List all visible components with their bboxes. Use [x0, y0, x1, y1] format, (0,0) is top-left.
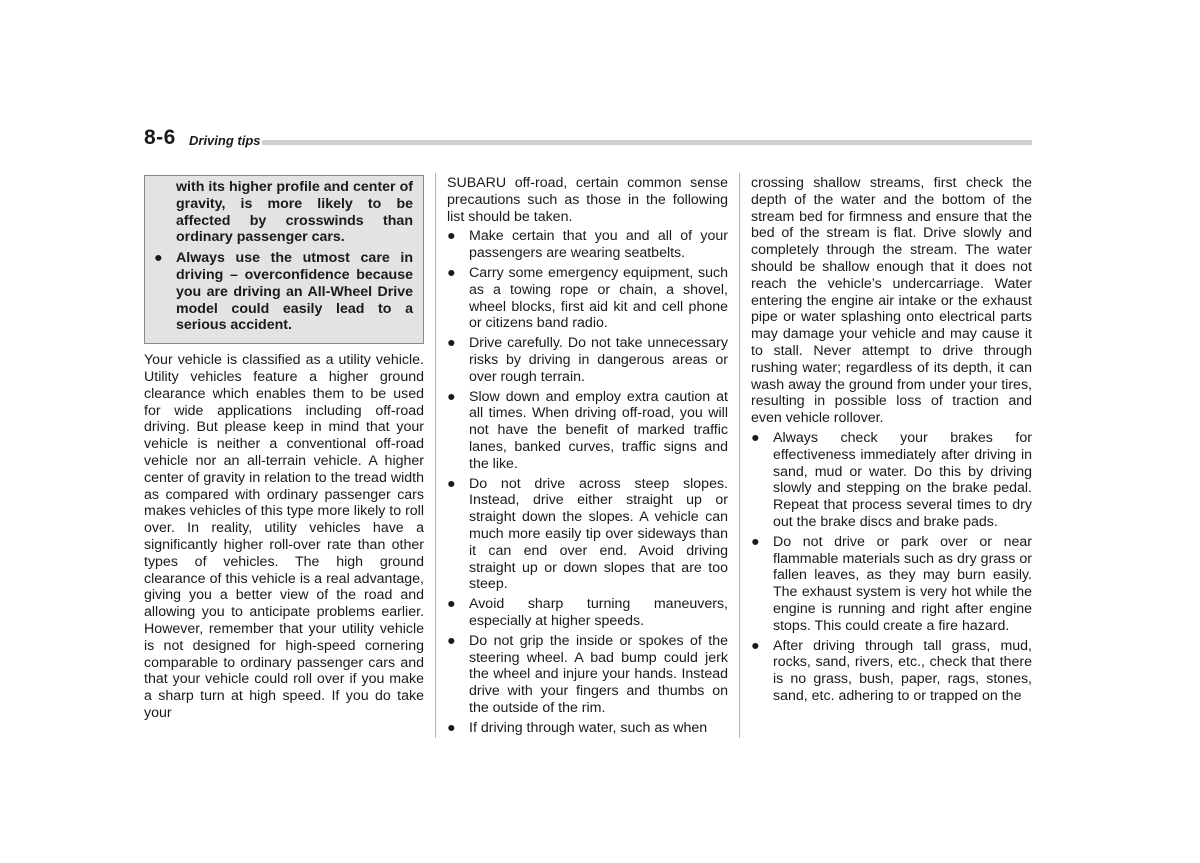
- list-item: [751, 534, 1032, 635]
- bullet-icon: ●: [447, 719, 456, 736]
- column-3: [751, 175, 1032, 708]
- column-2: [447, 175, 728, 740]
- list-item-text: Avoid sharp turning maneuvers, especially at higher speeds.: [469, 596, 728, 629]
- warning-bullet-text: Always use the utmost care in driving – overconfidence because you are driving an All-Wheel Drive model could easily lead to a serious accident.: [176, 250, 413, 334]
- list-item: [447, 720, 728, 737]
- header-rule: [262, 140, 1032, 145]
- list-item-text: Drive carefully. Do not take unnecessary risks by driving in dangerous areas or over rough terrain.: [469, 335, 728, 385]
- bullet-icon: ●: [154, 250, 163, 267]
- bullet-icon: ●: [447, 335, 456, 352]
- bullet-icon: ●: [447, 596, 456, 613]
- list-item: [447, 265, 728, 332]
- list-item-text: Slow down and employ extra caution at all times. When driving off-road, you will not have the benefit of marked traffic lanes, banked curves, traffic signs and the like.: [469, 388, 728, 472]
- bullet-icon: ●: [447, 264, 456, 281]
- list-item: [447, 633, 728, 717]
- list-item: [751, 430, 1032, 531]
- list-item: [447, 389, 728, 473]
- list-item-text: After driving through tall grass, mud, rocks, sand, rivers, etc., check that there is no grass, bush, paper, rags, stones, sand, etc. adhering to or trapped on the: [773, 637, 1032, 704]
- bullet-icon: ●: [447, 228, 456, 245]
- list-item-text: Carry some emergency equipment, such as a towing rope or chain, a shovel, wheel blocks, first aid kit and cell phone or citizens band radio.: [469, 264, 728, 332]
- list-item-text: Always check your brakes for effectiveness immediately after driving in sand, mud or water. Do this by driving slowly and stepping on the brake pedal. Repeat that process several times to dry out the brake discs and brake pads.: [773, 429, 1032, 530]
- column-divider: [739, 173, 740, 738]
- warning-continued-text: with its higher profile and center of gravity, is more likely to be affected by crosswinds than ordinary passenger cars.: [176, 179, 413, 246]
- bullet-icon: ●: [447, 632, 456, 649]
- warning-bullet: [154, 250, 413, 334]
- list-item: [447, 335, 728, 385]
- list-item: [447, 228, 728, 262]
- body-paragraph: crossing shallow streams, first check the depth of the water and the bottom of the stream bed for firmness and ensure that the bed of the stream is flat. Drive slowly and completely through the stream. The water should be shallow enough that it does not reach the vehicle’s undercarriage. Water entering the engine air intake or the exhaust pipe or water splashing onto electrical parts may damage your vehicle and may cause it to stall. Never attempt to drive through rushing water; regardless of its depth, it can wash away the ground from under your tires, resulting in possible loss of traction and even vehicle rollover.: [751, 175, 1032, 427]
- warning-box: [144, 175, 424, 344]
- list-item: [447, 596, 728, 630]
- bullet-icon: ●: [447, 388, 456, 405]
- list-item-text: Make certain that you and all of your passengers are wearing seatbelts.: [469, 228, 728, 262]
- list-item: [751, 638, 1032, 705]
- bullet-icon: ●: [751, 533, 760, 550]
- list-item-text: Do not drive across steep slopes. Instead, drive either straight up or straight down the slopes. A vehicle can much more easily tip over sideways than it can end over end. Avoid driving straight up or down slopes that are too steep.: [469, 475, 728, 593]
- list-item-text: If driving through water, such as when: [469, 719, 708, 736]
- list-item: [447, 476, 728, 594]
- list-item-text: Do not drive or park over or near flammable materials such as dry grass or fallen leaves, as they may burn easily. The exhaust system is very hot while the engine is running and right after engine stops. This could create a fire hazard.: [773, 533, 1032, 634]
- page-number: 8-6: [144, 126, 176, 149]
- bullet-icon: ●: [447, 475, 456, 492]
- bullet-icon: ●: [751, 429, 760, 446]
- body-paragraph: SUBARU off-road, certain common sense precautions such as those in the following list should be taken.: [447, 175, 728, 225]
- bullet-icon: ●: [751, 637, 760, 654]
- list-item-text: Do not grip the inside or spokes of the steering wheel. A bad bump could jerk the wheel and injure your hands. Instead drive with your fingers and thumbs on the outside of the rim.: [469, 632, 728, 716]
- column-1: [144, 175, 424, 725]
- column-divider: [435, 173, 436, 738]
- section-title: Driving tips: [189, 133, 261, 148]
- page-header: [144, 126, 1032, 152]
- body-paragraph: Your vehicle is classified as a utility vehicle. Utility vehicles feature a higher ground clearance which enables them to be used for wide applications including off-road driving. But please keep in mind that your vehicle is neither a conventional off-road vehicle nor an all-terrain vehicle. A higher center of gravity in relation to the tread width as compared with ordinary passenger cars makes vehicles of this type more likely to roll over. In reality, utility vehicles have a significantly higher roll-over rate than other types of vehicles. The high ground clearance of this vehicle is a real advantage, giving you a better view of the road and allowing you to anticipate problems earlier. However, remember that your utility vehicle is not designed for high-speed cornering comparable to ordinary passenger cars and that your vehicle could roll over if you make a sharp turn at high speed. If you do take your: [144, 352, 424, 721]
